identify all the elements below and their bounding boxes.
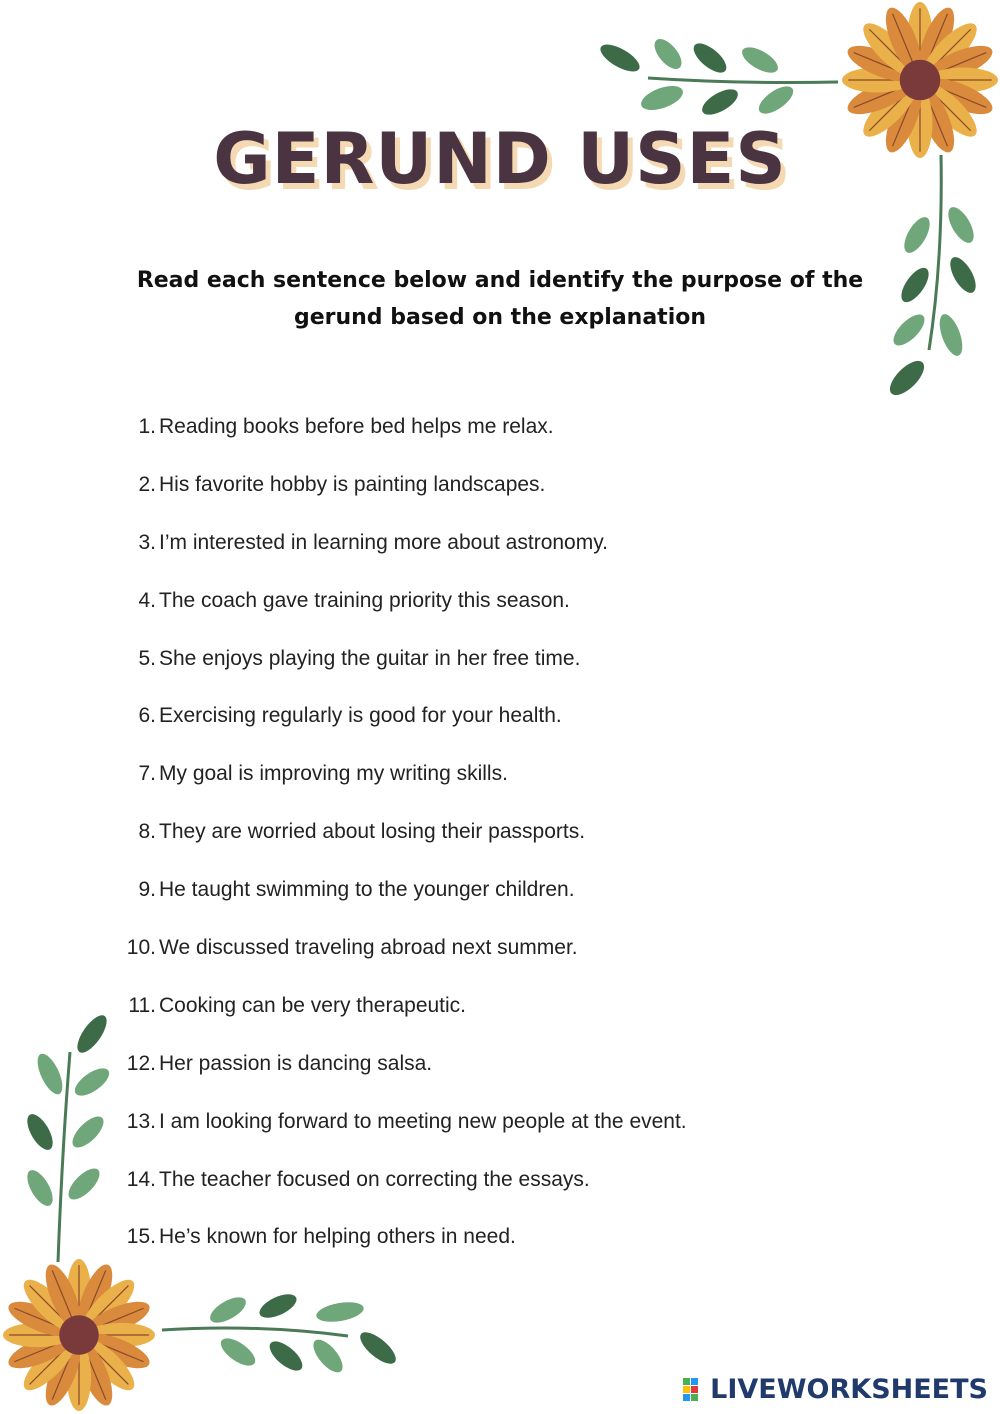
sentence-text: I’m interested in learning more about astronomy. [159,530,608,554]
brand-name: LIVEWORKSHEETS [710,1374,988,1405]
leaf-branch-icon [20,1012,120,1262]
sentence-text: She enjoys playing the guitar in her free time. [159,646,581,670]
item-number: 8. [138,820,156,844]
item-number: 11. [128,993,156,1017]
sentence-text: Cooking can be very therapeutic. [159,993,467,1017]
item-number: 13. [126,1109,156,1133]
list-item [118,1168,687,1226]
sentence-text: He taught swimming to the younger children. [159,878,575,902]
sentence-text: We discussed traveling abroad next summer. [159,936,578,960]
list-item [118,936,687,994]
sentence-text: I am looking forward to meeting new people at the event. [159,1109,687,1133]
list-item [118,704,687,762]
list-item [118,1052,687,1110]
list-item [118,415,687,473]
item-number: 3. [138,530,156,554]
list-item [118,589,687,647]
sentence-text: Her passion is dancing salsa. [159,1051,433,1075]
list-item [118,473,687,531]
sentence-list [118,415,687,1283]
instructions: Read each sentence below and identify the purpose of the gerund based on the explanation [136,268,864,330]
item-number: 1. [138,415,156,438]
sentence-text: The coach gave training priority this season. [159,588,570,612]
item-number: 4. [138,588,156,612]
liveworksheets-logo-icon [683,1378,707,1402]
item-number: 14. [126,1167,156,1191]
item-number: 10. [126,936,156,960]
sentence-text: His favorite hobby is painting landscapes. [159,472,546,496]
list-item [118,531,687,589]
page-title: GERUND USES [213,118,787,200]
item-number: 2. [138,472,156,496]
item-number: 15. [126,1225,156,1249]
list-item [118,762,687,820]
list-item [118,994,687,1052]
sentence-text: Exercising regularly is good for your health. [159,704,562,728]
list-item [118,1225,687,1283]
leaf-branch-icon [598,36,848,121]
sentence-text: They are worried about losing their passports. [159,820,586,844]
leaf-branch-icon [158,1290,408,1380]
list-item [118,878,687,936]
item-number: 6. [138,704,156,728]
list-item [118,647,687,705]
item-number: 5. [138,646,156,670]
list-item [118,1110,687,1168]
list-item [118,820,687,878]
item-number: 12. [126,1051,156,1075]
sentence-text: The teacher focused on correcting the essays. [159,1167,590,1191]
sentence-text: He’s known for helping others in need. [159,1225,516,1249]
item-number: 7. [138,762,156,786]
item-number: 9. [138,878,156,902]
sentence-text: My goal is improving my writing skills. [159,762,508,786]
liveworksheets-brand [683,1374,988,1405]
sentence-text: Reading books before bed helps me relax. [159,415,554,438]
